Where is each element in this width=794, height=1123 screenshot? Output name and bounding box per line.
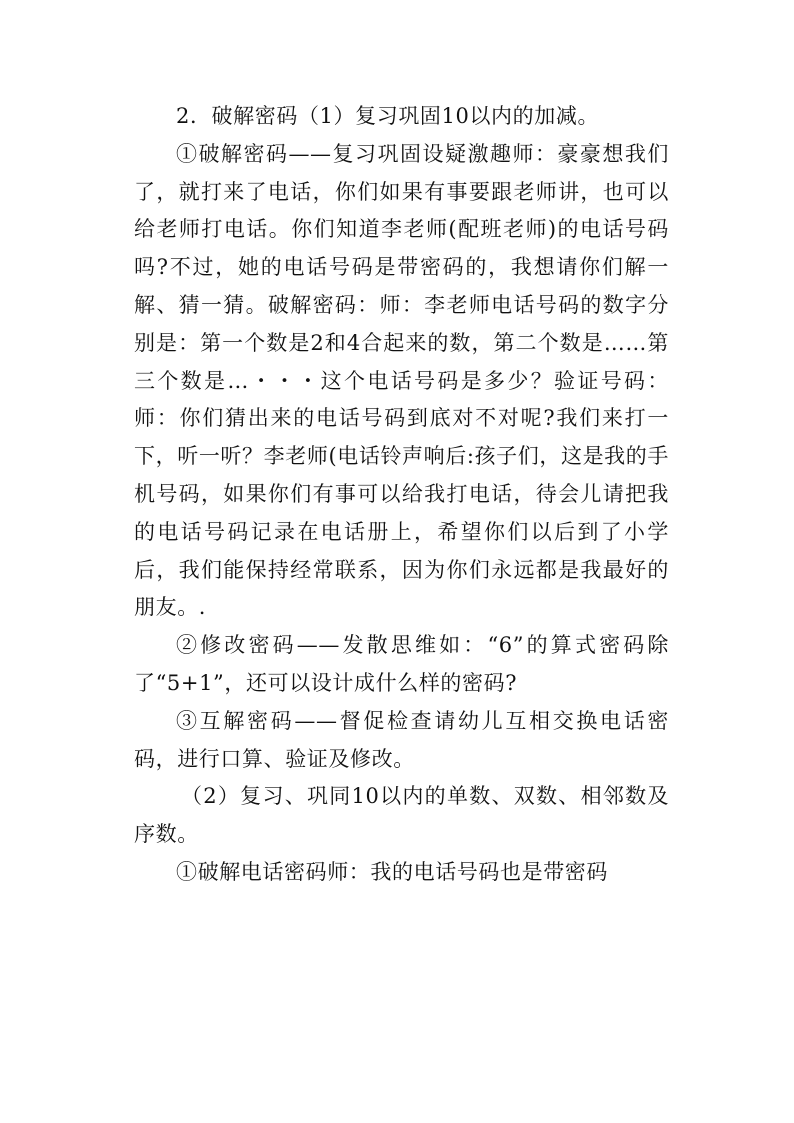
paragraph-phone-password: ①破解电话密码师：我的电话号码也是带密码 [176, 859, 608, 884]
document-body [134, 98, 669, 892]
paragraph-modify-password: ②修改密码——发散思维如：“6”的算式密码除了“5+1”，还可以设计成什么样的密码? [134, 633, 669, 695]
paragraph-crack-password: ①破解密码——复习巩固设疑激趣师：豪豪想我们了，就打来了电话，你们如果有事要跟老师讲，也可以给老师打电话。你们知道李老师(配班老师)的电话号码吗?不过，她的电话号码是带密码的，我想请你们解一解、猜一猜。破解密码：师：李老师电话号码的数字分别是：第一个数是2和4合起来的数，第二个数是……第三个数是…・・・这个电话号码是多少？验证号码：师：你们猜出来的电话号码到底对不对呢?我们来打一下，听一听？李老师(电话铃声响后:孩子们，这是我的手机号码，如果你们有事可以给我打电话，待会儿请把我的电话号码记录在电话册上，希望你们以后到了小学后，我们能保持经常联系，因为你们永远都是我最好的朋友。. [134, 141, 669, 620]
paragraph-review-numbers: （2）复习、巩同10以内的单数、双数、相邻数及序数。 [134, 784, 669, 847]
section-heading: 2．破解密码（1）复习巩固10以内的加减。 [176, 104, 600, 128]
paragraph-exchange-password: ③互解密码——督促检查请幼儿互相交换电话密码，进行口算、验证及修改。 [134, 708, 669, 771]
